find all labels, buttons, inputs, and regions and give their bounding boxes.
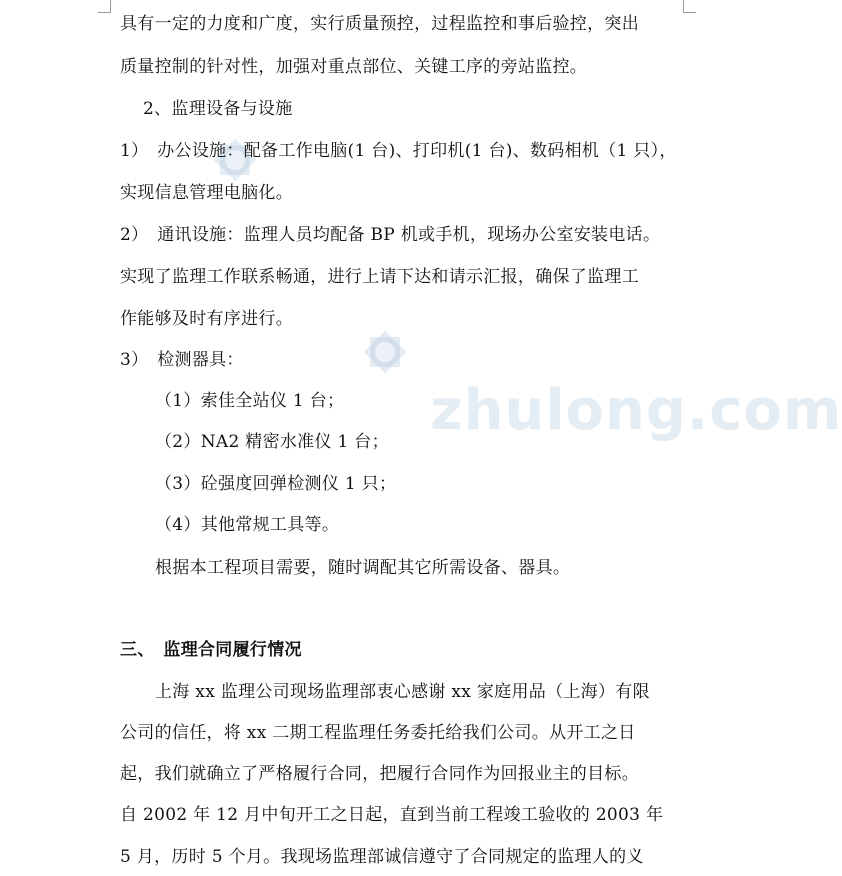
paragraph-line: 实现了监理工作联系畅通，进行上请下达和请示汇报，确保了监理工 <box>120 267 639 287</box>
list-item: （3）砼强度回弹检测仪 1 只； <box>155 474 397 494</box>
paragraph-line: 质量控制的针对性，加强对重点部位、关键工序的旁站监控。 <box>120 57 588 77</box>
list-item: （1）索佳全站仪 1 台； <box>155 391 345 411</box>
paragraph-line: 具有一定的力度和广度，实行质量预控，过程监控和事后验控，突出 <box>120 14 639 34</box>
section-subheading: 2、监理设备与设施 <box>143 99 293 119</box>
page-corner-mark-left <box>98 0 111 13</box>
paragraph-line: 上海 xx 监理公司现场监理部衷心感谢 xx 家庭用品（上海）有限 <box>155 682 650 702</box>
section-heading: 三、 监理合同履行情况 <box>120 640 302 660</box>
paragraph-line: 公司的信任，将 xx 二期工程监理任务委托给我们公司。从开工之日 <box>120 723 636 743</box>
paragraph-line: 起，我们就确立了严格履行合同，把履行合同作为回报业主的目标。 <box>120 764 639 784</box>
watermark-logo-icon <box>355 322 415 382</box>
paragraph-line: 作能够及时有序进行。 <box>120 309 293 329</box>
paragraph-line: 5 月，历时 5 个月。我现场监理部诚信遵守了合同规定的监理人的义 <box>120 847 644 867</box>
paragraph-line: 3） 检测器具： <box>120 350 244 370</box>
paragraph-line: 实现信息管理电脑化。 <box>120 183 293 203</box>
paragraph-line: 自 2002 年 12 月中旬开工之日起，直到当前工程竣工验收的 2003 年 <box>120 805 664 825</box>
paragraph-line: 1） 办公设施：配备工作电脑(1 台)、打印机(1 台)、数码相机（1 只）， <box>120 141 677 161</box>
list-item: （2）NA2 精密水准仪 1 台； <box>155 432 389 452</box>
list-item: （4）其他常规工具等。 <box>155 515 340 535</box>
paragraph-line: 根据本工程项目需要，随时调配其它所需设备、器具。 <box>155 558 571 578</box>
paragraph-line: 2） 通讯设施：监理人员均配备 BP 机或手机，现场办公室安装电话。 <box>120 225 661 245</box>
watermark-text: zhulong.com <box>430 378 842 443</box>
page-corner-mark-right <box>683 0 696 13</box>
